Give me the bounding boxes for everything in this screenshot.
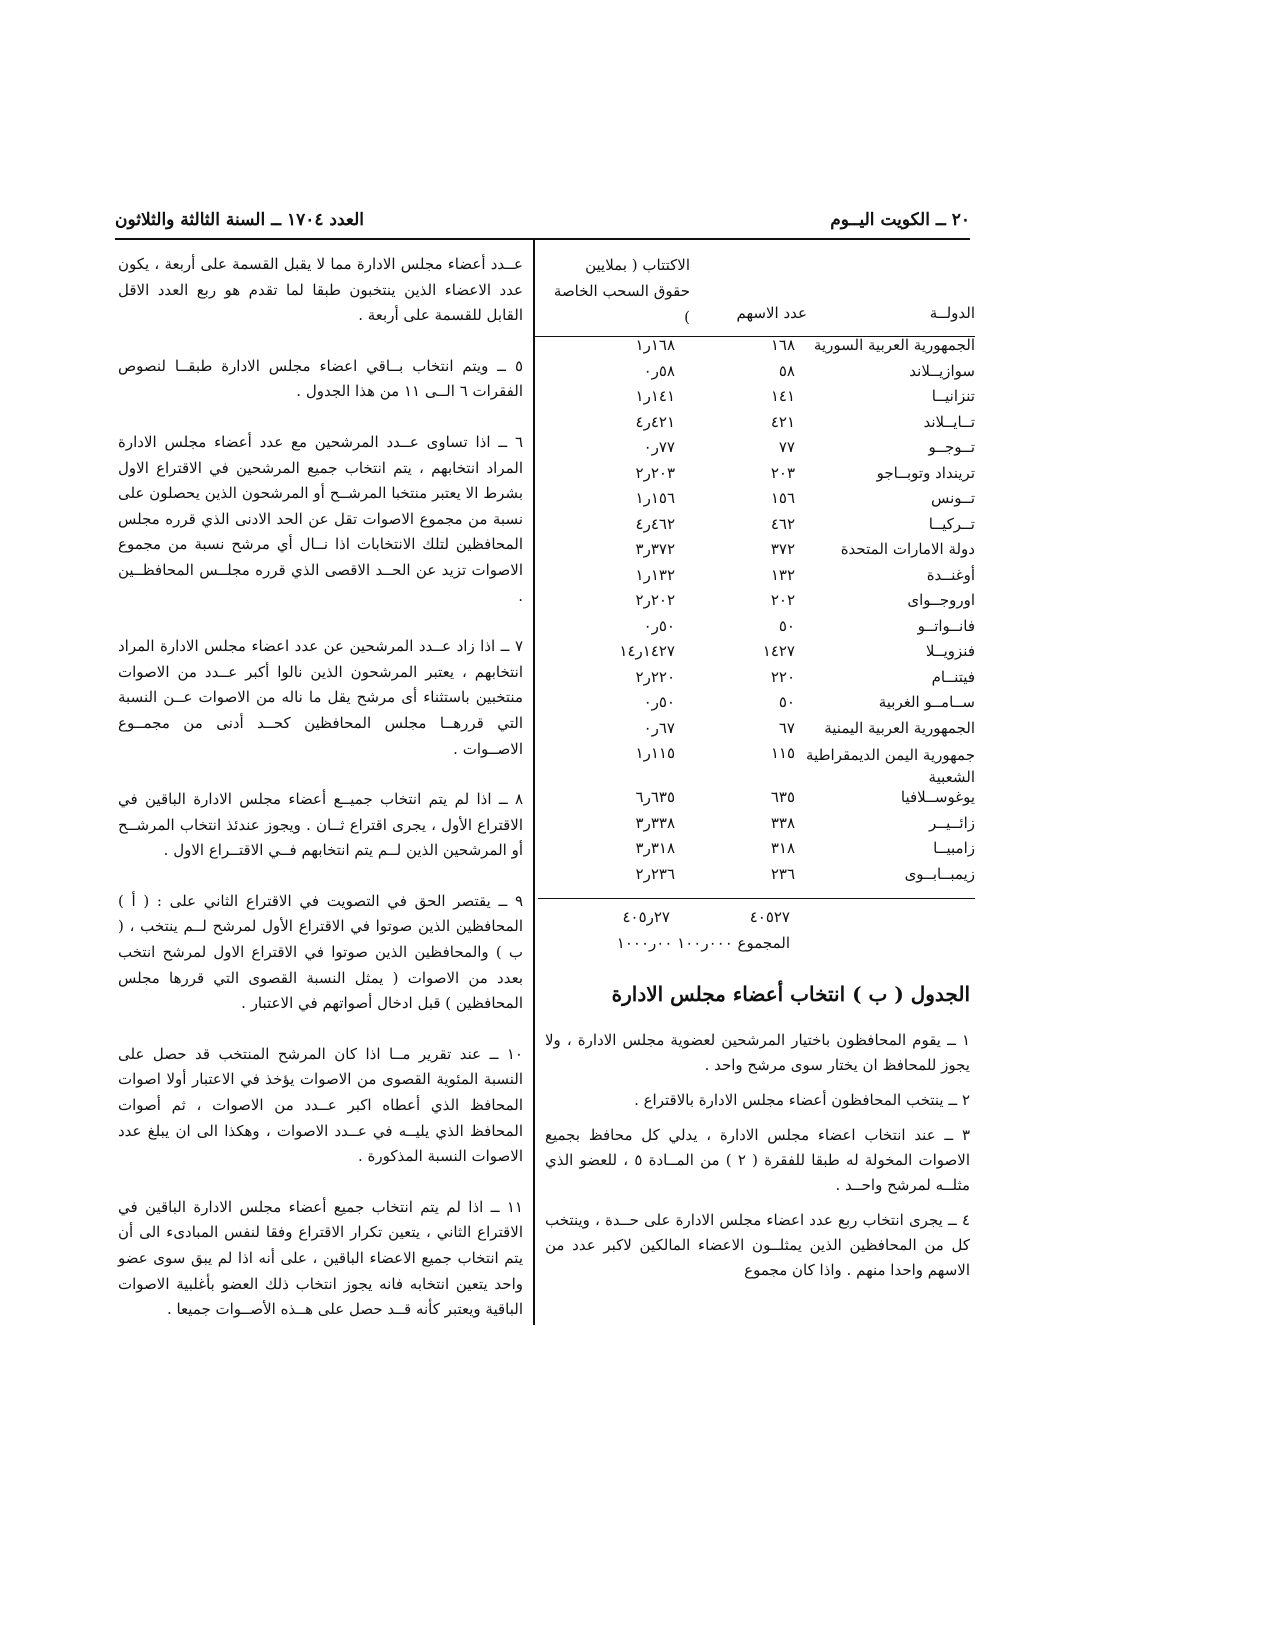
- table-row: [550, 719, 975, 745]
- subscription-cell: ٤٦٢ر٤: [635, 514, 675, 533]
- header-rule: [115, 238, 970, 240]
- country-cell: تــركيــا: [928, 514, 975, 533]
- shares-cell: ٢٠٢: [770, 591, 795, 609]
- subscription-cell: ١١٥ر١: [635, 744, 675, 762]
- paragraph: ٩ ــ يقتصر الحق في التصويت في الاقتراع الثاني على : ( أ ) المحافظين الذين صوتوا في الاقتراع الأول لمرشح لــم ينتخب ، ( ب ) والمحافظين الذين صوتوا في الاقتراع الاول لمرشح انتخب بعدد من الاصوات ( يمثل النسبة القصوى التي قررها مجلس المحافظين ) قبل ادخال أصواتهم في الاعتبار .: [118, 891, 523, 1013]
- table-row: [550, 839, 975, 865]
- column-divider: [533, 240, 535, 1325]
- table-row: [550, 668, 975, 694]
- paragraph: ٦ ــ اذا تساوى عــدد المرشحين مع عدد أعضاء مجلس الادارة المراد انتخابهم ، يتم انتخاب جميع المرشحين في الاقتراع الاول بشرط الا يعتبر منتخبا المرشــح أو المرشحون الذين يحصلون على نسبة من مجموع الاصوات تقل عن الحد الادنى الذي قرره مجلس المحافظين لتلك الانتخابات اذا نــال أي مرشح نسبة من مجموع الاصوات تزيد عن الحــد الاقصى الذي قرره مجلــس المحافظــين .: [118, 432, 523, 605]
- subscription-cell: ٢٢٠ر٢: [635, 667, 675, 686]
- country-cell: تــوجــو: [928, 438, 975, 456]
- table-row: [550, 814, 975, 840]
- subscription-cell: ١٤٢٧ر١٤: [619, 642, 675, 660]
- country-cell: سوازيــلاند: [909, 361, 975, 380]
- shares-cell: ٥٠: [778, 616, 795, 635]
- subscription-cell: ٣١٨ر٣: [635, 839, 675, 857]
- table-row: [550, 642, 975, 668]
- shares-cell: ٦٧: [778, 718, 795, 737]
- shares-cell: ١٦٨: [770, 336, 795, 354]
- subtotal-subscription: ٢٧ر٤٠٥: [622, 908, 670, 926]
- shares-cell: ٣٧٢: [770, 540, 795, 558]
- table-rows: [550, 336, 975, 890]
- country-cell: ترينداد وتوبــاجو: [876, 463, 975, 482]
- subscription-cell: ١٤١ر١: [635, 387, 675, 405]
- table-row: [550, 336, 975, 362]
- paragraph: ٣ ــ عند انتخاب اعضاء مجلس الادارة ، يدلي كل محافظ بجميع الاصوات المخولة له طبقا للفقرة ( ٢ ) من المــادة ٥ ، للعضو الذي مثلــه لمرشح واحــد .: [545, 1126, 971, 1194]
- header-issue-info: العدد ١٧٠٤ ــ السنة الثالثة والثلاثون: [115, 210, 365, 230]
- shares-cell: ٣٣٨: [770, 813, 795, 832]
- country-cell: زامبيــا: [933, 839, 975, 857]
- country-cell: تــايــلاند: [923, 412, 975, 431]
- paragraph: عــدد أعضاء مجلس الادارة مما لا يقبل القسمة على أربعة ، يكون عدد الاعضاء الذين ينتخبون طبقا لما تقدم هو ربع العدد الاقل القابل للقسمة على أربعة .: [118, 255, 523, 325]
- table-row: [550, 591, 975, 617]
- country-cell: فيتنــام: [931, 667, 975, 686]
- section-b-paragraphs: [545, 1028, 970, 1293]
- table-row: [550, 693, 975, 719]
- table-row: [550, 489, 975, 515]
- subscription-cell: ٣٣٨ر٣: [635, 813, 675, 832]
- country-cell: فانــواتــو: [917, 616, 975, 635]
- subscription-cell: ٥٠ر٠: [643, 693, 675, 711]
- table-header-subscription: الاكتتاب ( بملايين حقوق السحب الخاصة ): [553, 256, 690, 326]
- shares-cell: ٧٧: [778, 438, 795, 456]
- table-row: [550, 617, 975, 643]
- subscription-cell: ٣٧٢ر٣: [635, 540, 675, 558]
- country-cell: زيمبــابــوى: [904, 864, 975, 883]
- table-row: [550, 413, 975, 439]
- subscription-cell: ٢٠٣ر٢: [635, 463, 675, 482]
- paragraph: ١٠ ــ عند تقرير مــا اذا كان المرشح المنتخب قد حصل على النسبة المئوية القصوى من الاصوات يؤخذ في الاعتبار أولا اصوات المحافظ الذي أعطاه اكبر عــدد من الاصوات ، ثم أصوات المحافظ الذي يليــه في عــدد الاصوات ، وهكذا الى ان يبلغ عدد الاصوات النسبة المذكورة .: [118, 1044, 523, 1166]
- shares-cell: ٦٣٥: [770, 788, 795, 806]
- shares-cell: ٢٠٣: [770, 463, 795, 482]
- subscription-cell: ١٥٦ر١: [635, 489, 675, 507]
- country-cell: اوروجــواى: [907, 591, 975, 609]
- shares-cell: ١٤١: [770, 387, 795, 405]
- shares-cell: ٢٣٦: [770, 864, 795, 883]
- table-header-shares: عدد الاسهم: [736, 304, 807, 322]
- paragraph: ٥ ــ ويتم انتخاب بــاقي اعضاء مجلس الادارة طبقــا لنصوص الفقرات ٦ الــى ١١ من هذا الجدول .: [118, 356, 523, 401]
- running-header: [115, 210, 970, 236]
- shares-cell: ١١٥: [770, 744, 795, 762]
- country-cell: زائــيــر: [929, 813, 975, 832]
- table-row: [550, 438, 975, 464]
- shares-cell: ٥٨: [778, 361, 795, 380]
- subscription-cell: ٢٠٢ر٢: [635, 591, 675, 609]
- shares-cell: ٤٦٢: [770, 514, 795, 533]
- table-row: [550, 515, 975, 541]
- country-cell: الجمهورية العربية السورية: [813, 336, 975, 354]
- paragraph: ١ ــ يقوم المحافظون باختيار المرشحين لعضوية مجلس الادارة ، ولا يجوز للمحافظ ان يختار سوى مرشح واحد .: [545, 1031, 970, 1074]
- subscription-cell: ١٣٢ر١: [635, 565, 675, 584]
- subscription-cell: ٦٣٥ر٦: [635, 788, 675, 806]
- paragraph: ٤ ــ يجرى انتخاب ربع عدد اعضاء مجلس الادارة على حــدة ، وينتخب كل من المحافظين الذين يمثلــون الاعضاء المالكين لاكبر عدد من الاسهم واحدا منهم . واذا كان مجموع: [545, 1211, 970, 1279]
- subscription-cell: ٥٨ر٠: [643, 361, 675, 380]
- shares-cell: ١٥٦: [770, 489, 795, 507]
- table-row: [550, 566, 975, 592]
- table-header-country: الدولــة: [929, 304, 975, 322]
- section-b-title: الجدول ( ب ) انتخاب أعضاء مجلس الادارة: [611, 982, 970, 1006]
- paragraph: ١١ ــ اذا لم يتم انتخاب جميع أعضاء مجلس الادارة الباقين في الاقتراع الثاني ، يتعين تكرار الاقتراع وفقا لنفس المبادىء الى أن يتم انتخاب جميع الاعضاء الباقين ، على أنه اذا لم يبق سوى عضو واحد يتعين انتخابه فانه يجوز انتخاب ذلك العضو بأغلبية الاصوات الباقية ويعتبر كأنه قــد حصل على هــذه الأصــوات جميعا .: [118, 1197, 523, 1319]
- subscription-cell: ٢٣٦ر٢: [635, 864, 675, 883]
- table-row: [550, 540, 975, 566]
- shares-cell: ١٣٢: [770, 565, 795, 584]
- country-cell: تنزانيــا: [931, 387, 975, 405]
- totals-rule: [538, 898, 975, 899]
- shares-cell: ١٤٢٧: [762, 642, 795, 660]
- country-cell: جمهورية اليمن الديمقراطية الشعبية: [806, 746, 975, 786]
- subtotal-shares: ٤٠٥٢٧: [749, 908, 790, 926]
- country-cell: أوغنــدة: [926, 565, 975, 584]
- paragraph: ٢ ــ ينتخب المحافظون أعضاء مجلس الادارة بالاقتراع .: [634, 1091, 970, 1109]
- total-line: المجموع ٠٠٠ر١٠٠ ٠٠ر١٠٠٠: [616, 934, 790, 952]
- country-cell: دولة الامارات المتحدة: [840, 540, 975, 558]
- table-row: [550, 464, 975, 490]
- shares-cell: ٣١٨: [770, 839, 795, 857]
- header-page-title: ٢٠ ــ الكويت اليــوم: [830, 210, 970, 230]
- subscription-cell: ٤٢١ر٤: [635, 412, 675, 431]
- country-cell: ســامــو الغربية: [878, 693, 975, 711]
- table-row: [550, 362, 975, 388]
- shares-cell: ٤٢١: [770, 412, 795, 431]
- left-column-paragraphs: [118, 252, 523, 1348]
- table-row: [550, 387, 975, 413]
- paragraph: ٧ ــ اذا زاد عــدد المرشحين عن عدد اعضاء مجلس الادارة المراد انتخابهم ، يعتبر المرشحون الذين نالوا أكبر عــدد من الاصوات منتخبين باستثناء أى مرشح يقل ما ناله من الاصوات عــن النسبة التي قررهــا مجلس المحافظين كحــد أدنى من مجمــوع الاصــوات .: [118, 637, 523, 758]
- paragraph: ٨ ــ اذا لم يتم انتخاب جميــع أعضاء مجلس الادارة الباقين في الاقتراع الأول ، يجرى اقتراع ثــان . ويجوز عندئذ انتخاب المرشــح أو المرشحين الذين لــم يتم انتخابهم فــي الاقتــراع الاول .: [118, 790, 523, 860]
- country-cell: الجمهورية العربية اليمنية: [824, 718, 975, 737]
- shares-cell: ٢٢٠: [770, 667, 795, 686]
- subscription-cell: ١٦٨ر١: [635, 336, 675, 354]
- country-cell: تــونس: [930, 489, 975, 507]
- subscription-cell: ٥٠ر٠: [643, 616, 675, 635]
- shares-cell: ٥٠: [778, 693, 795, 711]
- subscription-cell: ٦٧ر٠: [643, 718, 675, 737]
- country-cell: فنزويــلا: [925, 642, 975, 660]
- country-cell: يوغوســلافيا: [900, 788, 975, 806]
- table-row: [550, 788, 975, 814]
- subscription-cell: ٧٧ر٠: [643, 438, 675, 456]
- table-row: [550, 865, 975, 891]
- table-row: [550, 744, 975, 788]
